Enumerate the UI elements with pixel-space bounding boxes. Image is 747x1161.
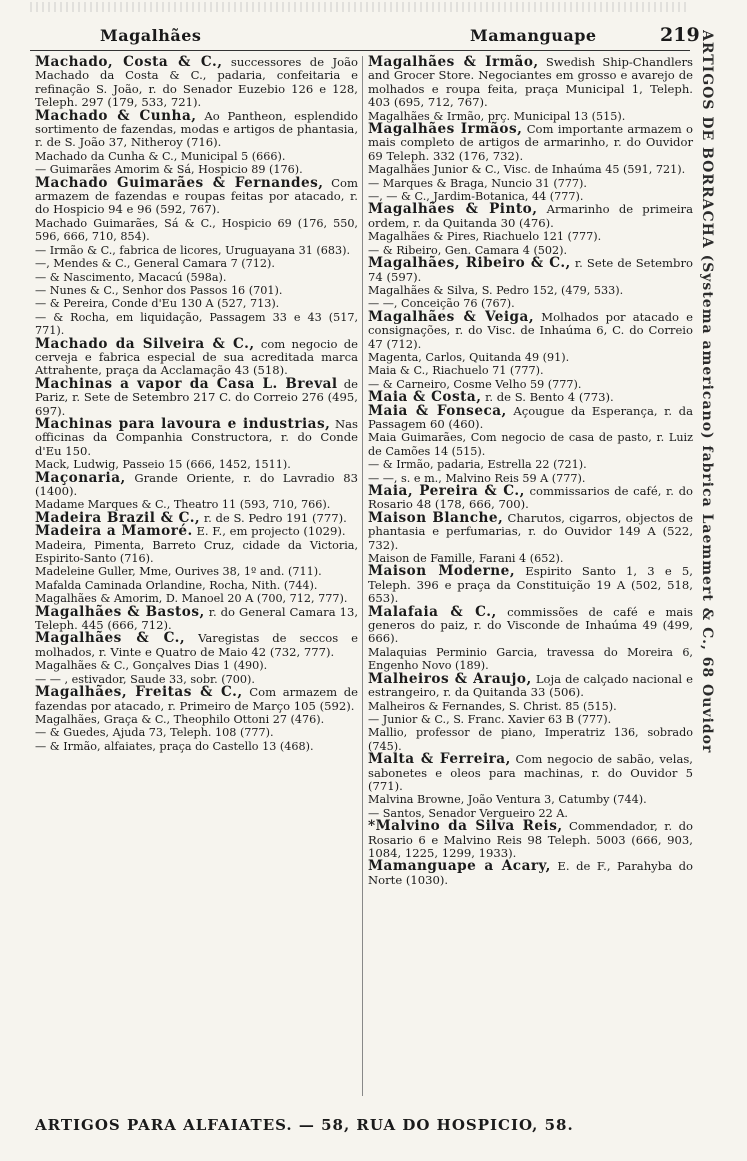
entry-details: — & Irmão, padaria, Estrella 22 (721).	[368, 458, 587, 472]
directory-entry	[35, 740, 358, 753]
directory-entry	[35, 217, 358, 244]
entry-details: — Irmão & C., fabrica de licores, Uruguayana 31 (683).	[35, 243, 351, 257]
entry-details: Magalhães Junior & C., Visc. de Inhaúma 45 (591, 721).	[368, 163, 686, 177]
directory-entry	[35, 271, 358, 284]
edge-advert	[697, 30, 719, 1150]
directory-entry	[368, 565, 693, 605]
entry-name: Magalhães & C.,	[35, 630, 186, 647]
entry-name: Maia & Fonseca,	[368, 402, 507, 419]
directory-entry	[368, 351, 693, 364]
directory-entry	[35, 632, 358, 659]
entry-details: Mack, Ludwig, Passeio 15 (666, 1452, 1511).	[35, 458, 291, 472]
directory-entry	[35, 579, 358, 592]
entry-details: — & Rocha, em liquidação, Passagem 33 e 43 (517, 771).	[35, 310, 358, 338]
entry-details: Malheiros & Fernandes, S. Christ. 85 (515).	[368, 699, 617, 713]
entry-details: Mafalda Caminada Orlandine, Rocha, Nith. (744).	[35, 578, 318, 592]
entry-details: Nas officinas da Companhia Constructora, r. do Conde d'Eu 150.	[35, 416, 358, 458]
entry-details: Magalhães & Pires, Riachuelo 121 (777).	[368, 230, 602, 244]
directory-entry	[368, 364, 693, 377]
directory-entry	[35, 244, 358, 257]
entry-details: Magalhães & Amorim, D. Manoel 20 A (700, 712, 777).	[35, 592, 348, 606]
directory-entry	[35, 603, 359, 633]
entry-name: Malafaia & C.,	[368, 603, 497, 620]
left-column	[35, 56, 358, 753]
directory-entry	[35, 56, 358, 110]
entry-name: Malta & Ferreira,	[368, 751, 511, 768]
entry-name: Machado Guimarães & Fernandes,	[35, 174, 324, 191]
entry-name: Maçonaria,	[35, 469, 126, 486]
directory-entry	[35, 525, 358, 538]
entry-details: — Junior & C., S. Franc. Xavier 63 B (777).	[368, 712, 612, 726]
directory-entry	[368, 308, 693, 351]
directory-entry	[368, 284, 693, 297]
directory-entry	[35, 150, 358, 163]
entry-name: Magalhães & Veiga,	[368, 308, 535, 325]
print-speckle	[30, 2, 690, 12]
entry-details: — & Irmão, alfaiates, praça do Castello 13 (468).	[35, 739, 314, 753]
entry-details: Charutos, cigarros, objectos de phantasia e perfumarias, r. do Ouvidor 149 A (522, 732).	[368, 510, 694, 552]
directory-entry	[368, 123, 693, 163]
directory-entry	[35, 686, 358, 713]
entry-details: Com armazem de fazendas e roupas feitas por atacado, r. do Hospicio 94 e 96 (592, 767).	[35, 175, 358, 217]
entry-name: *Malvino da Silva Reis,	[368, 818, 563, 835]
entry-details: Maison de Famille, Farani 4 (652).	[368, 552, 564, 566]
entry-name: Machinas para lavoura e industrias,	[35, 415, 331, 432]
entry-details: — & Guedes, Ajuda 73, Teleph. 108 (777).	[35, 726, 274, 740]
entry-details: r. de S. Pedro 191 (777).	[203, 510, 347, 525]
entry-details: E. de F., Parahyba do Norte (1030).	[368, 859, 693, 887]
entry-details: Malaquias Perminio Garcia, travessa do Moreira 6, Engenho Novo (189).	[368, 645, 693, 673]
entry-name: Magalhães, Freitas & C.,	[35, 684, 243, 701]
entry-name: Machado da Silveira & C.,	[35, 335, 255, 352]
entry-name: Machado, Costa & C.,	[35, 54, 223, 70]
entry-details: Commendador, r. do Rosario 6 e Malvino Reis 98 Teleph. 5003 (666, 903, 1084, 1225, 1299, 1933).	[368, 819, 693, 860]
directory-entry	[35, 284, 358, 297]
entry-details: r. Sete de Setembro 74 (597).	[368, 256, 693, 284]
entry-details: Magalhães & Silva, S. Pedro 152, (479, 533).	[368, 283, 624, 297]
entry-details: Ao Pantheon, esplendido sortimento de fazendas, modas e artigos de phantasia, r. de S. João 37, Nitheroy (716).	[35, 108, 358, 150]
entry-details: de Pariz, r. Sete de Setembro 217 C. do Correio 276 (495, 697).	[35, 376, 358, 418]
directory-entry	[35, 107, 358, 150]
entry-details: —, — & C., Jardim-Botanica, 44 (777).	[368, 190, 584, 204]
directory-entry	[35, 311, 358, 338]
directory-entry	[368, 56, 693, 110]
entry-details: — — , estivador, Saude 33, sobr. (700).	[35, 672, 255, 686]
directory-entry	[368, 820, 693, 860]
entry-details: Açougue da Esperança, r. da Passagem 60 (460).	[368, 403, 693, 431]
directory-entry	[368, 793, 693, 806]
directory-entry	[35, 726, 358, 739]
entry-details: Madame Marques & C., Theatro 11 (593, 710, 766).	[35, 498, 331, 512]
directory-entry	[35, 713, 358, 726]
entry-name: Mamanguape a Acary,	[368, 858, 551, 875]
header-mid-title: Mamanguape	[470, 26, 597, 45]
entry-details: — & Carneiro, Cosme Velho 59 (777).	[368, 377, 582, 391]
directory-entry	[35, 659, 358, 672]
entry-name: Maia & Costa,	[368, 389, 482, 406]
entry-details: Espirito Santo 1, 3 e 5, Teleph. 396 e praça da Constituição 19 A (502, 518, 653).	[368, 564, 693, 606]
entry-details: commissões de café e mais generos do paiz, r. do Visconde de Inhaúma 49 (499, 666).	[368, 604, 694, 646]
entry-name: Magalhães & Pinto,	[368, 201, 538, 218]
entry-details: Maia & C., Riachuelo 71 (777).	[368, 364, 544, 378]
entry-details: r. do General Camara 13, Teleph. 445 (666, 712).	[35, 604, 359, 633]
footer-advert: ARTIGOS PARA ALFAIATES. — 58, RUA DO HOSPICIO, 58.	[35, 1116, 574, 1134]
directory-entry	[368, 402, 693, 432]
directory-entry	[368, 603, 694, 646]
entry-name: Madeira a Mamoré.	[35, 523, 193, 540]
entry-details: — & Pereira, Conde d'Eu 130 A (527, 713).	[35, 297, 280, 311]
directory-entry	[368, 431, 693, 458]
entry-name: Magalhães & Bastos,	[35, 603, 205, 620]
header-rule	[30, 50, 690, 51]
entry-details: — —, s. e m., Malvino Reis 59 A (777).	[368, 471, 586, 485]
entry-details: Molhados por atacado e consignações, r. do Visc. de Inhaúma 6, C. do Correio 47 (712).	[368, 309, 693, 351]
edge-advert-text: ARTIGOS DE BORRACHA (Systema americano) fabrica Laemmert & C., 68 Ouvidor	[699, 30, 715, 754]
header-left-title: Magalhães	[100, 26, 202, 45]
directory-entry	[368, 726, 693, 753]
entry-details: Com importante armazem o mais completo de artigos de armarinho, r. do Ouvidor 69 Teleph. 332 (176, 732).	[368, 122, 693, 163]
directory-entry	[35, 469, 358, 499]
directory-entry	[368, 163, 693, 176]
entry-details: — Guimarães Amorim & Sá, Hospicio 89 (176).	[35, 163, 303, 177]
entry-details: — & Nascimento, Macacú (598a).	[35, 270, 227, 284]
entry-details: Machado Guimarães, Sá & C., Hospicio 69 (176, 550, 596, 666, 710, 854).	[35, 216, 358, 244]
directory-entry	[368, 646, 693, 673]
entry-details: Magenta, Carlos, Quitanda 49 (91).	[368, 350, 570, 364]
entry-name: Machinas a vapor da Casa L. Breval	[35, 375, 338, 392]
directory-entry	[35, 415, 358, 458]
directory-entry	[368, 203, 693, 230]
directory-entry	[35, 297, 358, 310]
directory-entry	[368, 257, 693, 284]
entry-details: commissarios de café, r. do Rosario 48 (178, 666, 700).	[368, 484, 693, 512]
entry-details: — —, Conceição 76 (767).	[368, 297, 515, 311]
entry-details: Machado da Cunha & C., Municipal 5 (666).	[35, 149, 286, 163]
directory-entry	[368, 700, 693, 713]
directory-entry	[368, 753, 693, 793]
entry-details: Madeleine Guller, Mme, Ourives 38, 1º and. (711).	[35, 565, 322, 579]
entry-details: Maia Guimarães, Com negocio de casa de pasto, r. Luiz de Camões 14 (515).	[368, 431, 693, 458]
entry-name: Machado & Cunha,	[35, 107, 197, 124]
entry-details: — Nunes & C., Senhor dos Passos 16 (701).	[35, 283, 283, 297]
entry-name: Magalhães, Ribeiro & C.,	[368, 255, 571, 272]
directory-entry	[35, 257, 358, 270]
entry-name: Maison Moderne,	[368, 563, 516, 580]
entry-name: Madeira Brazil & C.,	[35, 509, 201, 526]
entry-details: successores de João Machado da Costa & C., padaria, confeitaria e refinação S. João, r. do Senador Euzebio 126 e 128, Teleph. 297 (179, 533, 721).	[35, 55, 358, 110]
directory-entry	[368, 485, 693, 512]
entry-details: — Santos, Senador Vergueiro 22 A.	[368, 806, 568, 820]
entry-name: Magalhães & Irmão,	[368, 54, 539, 70]
directory-entry	[35, 565, 358, 578]
entry-details: E. F., em projecto (1029).	[196, 524, 346, 539]
directory-entry	[368, 458, 693, 471]
entry-details: Grande Oriente, r. do Lavradio 83 (1400).	[35, 470, 358, 498]
entry-details: r. de S. Bento 4 (773).	[485, 390, 614, 405]
entry-details: Com negocio de sabão, velas, sabonetes e oleos para machinas, r. do Ouvidor 5 (771).	[368, 752, 693, 793]
directory-entry	[368, 713, 693, 726]
entry-details: Mallio, professor de piano, Imperatriz 136, sobrado (745).	[368, 726, 693, 753]
directory-entry	[368, 860, 693, 887]
directory-entry	[35, 174, 358, 217]
directory-entry	[368, 230, 693, 243]
entry-details: Com armazem de fazendas por atacado, r. Primeiro de Março 105 (592).	[35, 685, 358, 713]
directory-entry	[35, 335, 358, 378]
directory-entry	[35, 539, 358, 566]
entry-details: Malvina Browne, João Ventura 3, Catumby (744).	[368, 793, 647, 807]
right-column	[368, 56, 693, 887]
entry-name: Malheiros & Araujo,	[368, 670, 532, 687]
page-number: 219	[660, 24, 700, 46]
entry-details: Varegistas de seccos e molhados, r. Vinte e Quatro de Maio 42 (732, 777).	[35, 631, 359, 659]
entry-details: Madeira, Pimenta, Barreto Cruz, cidade da Victoria, Espirito-Santo (716).	[35, 538, 358, 566]
entry-details: — Marques & Braga, Nuncio 31 (777).	[368, 176, 587, 190]
directory-entry	[35, 375, 358, 418]
entry-details: Loja de calçado nacional e estrangeiro, r. da Quitanda 33 (506).	[368, 671, 693, 700]
column-divider	[362, 56, 363, 1096]
directory-entry	[368, 177, 693, 190]
directory-entry	[368, 670, 693, 700]
entry-details: Magalhães & Irmão, prç. Municipal 13 (515).	[368, 109, 626, 123]
entry-details: — & Ribeiro, Gen. Camara 4 (502).	[368, 243, 568, 257]
entry-details: Magalhães, Graça & C., Theophilo Ottoni 27 (476).	[35, 712, 325, 726]
entry-details: Swedish Ship-Chandlers and Grocer Store. Negociantes em grosso e avarejo de molhados e roupa feita, praça Municipal 1, Teleph. 403 (695, 712, 767).	[368, 55, 694, 110]
entry-details: —, Mendes & C., General Camara 7 (712).	[35, 257, 275, 271]
entry-name: Magalhães Irmãos,	[368, 121, 523, 138]
entry-name: Maison Blanche,	[368, 509, 504, 526]
directory-entry	[368, 509, 694, 552]
entry-details: Armarinho de primeira ordem, r. da Quitanda 30 (476).	[368, 202, 693, 230]
entry-name: Maia, Pereira & C.,	[368, 483, 525, 499]
entry-details: com negocio de cerveja e fabrica especial de sua acreditada marca Attrahente, praça da Acclamação 43 (518).	[35, 336, 358, 378]
entry-details: Magalhães & C., Gonçalves Dias 1 (490).	[35, 659, 268, 673]
